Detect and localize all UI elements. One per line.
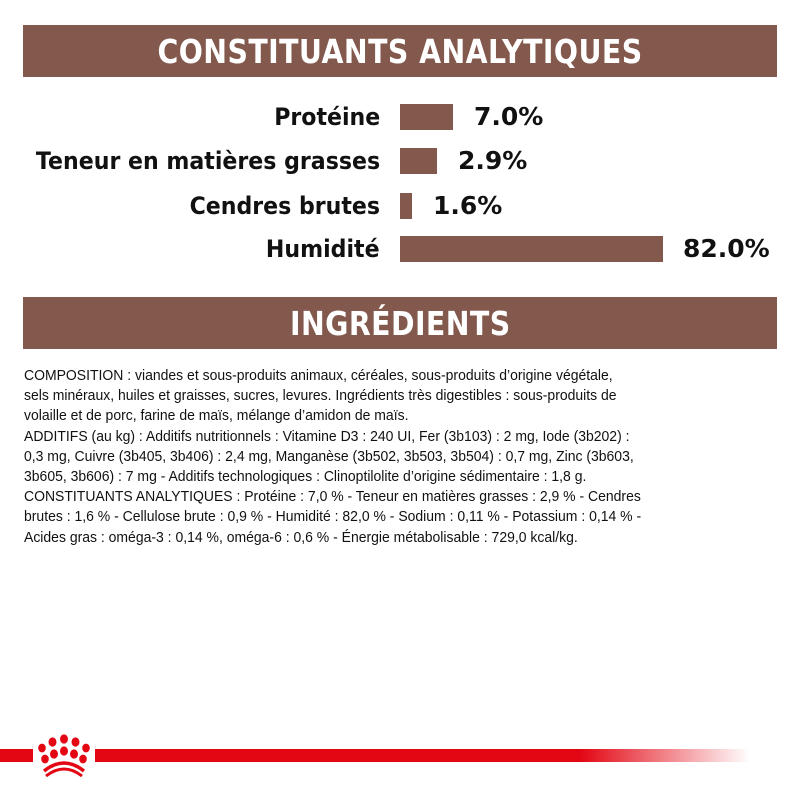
ingredients-line: CONSTITUANTS ANALYTIQUES : Protéine : 7,0 % - Teneur en matières grasses : 2,9 % - Cendres — [24, 488, 641, 506]
bar-moisture — [400, 236, 663, 262]
bar-fat — [400, 148, 437, 174]
crown-logo-icon — [36, 733, 92, 785]
ingredients-line: Acides gras : oméga-3 : 0,14 %, oméga-6 : 0,6 % - Énergie métabolisable : 729,0 kcal/kg. — [24, 528, 578, 546]
row-label: Protéine — [273, 103, 380, 131]
bar-protein — [400, 104, 453, 130]
row-label: Teneur en matières grasses — [35, 147, 380, 175]
ingredients-line: volaille et de porc, farine de maïs, mélange d’amidon de maïs. — [24, 407, 409, 425]
ingredients-line: 3b605, 3b606) : 7 mg - Additifs technologiques : Clinoptilolite d’origine sédimentaire : 1,8 g. — [24, 468, 587, 486]
ingredients-header — [23, 297, 777, 349]
bar-ash — [400, 193, 412, 219]
ingredients-line: ADDITIFS (au kg) : Additifs nutritionnels : Vitamine D3 : 240 UI, Fer (3b103) : 2 mg, Iode (3b202) : — [24, 427, 630, 445]
ingredients-text — [24, 366, 784, 548]
ingredients-line: COMPOSITION : viandes et sous-produits animaux, céréales, sous-produits d’origine végétale, — [24, 367, 613, 384]
row-label: Cendres brutes — [189, 192, 380, 220]
chart-row-protein — [0, 102, 800, 132]
ingredients-line: brutes : 1,6 % - Cellulose brute : 0,9 % - Humidité : 82,0 % - Sodium : 0,11 % - Potassium : 0,14 % - — [24, 508, 642, 526]
row-value: 1.6% — [433, 191, 503, 220]
chart-row-fat — [0, 146, 800, 176]
row-value: 82.0% — [683, 234, 770, 263]
ingredients-line: 0,3 mg, Cuivre (3b405, 3b406) : 2,4 mg, Manganèse (3b502, 3b503, 3b504) : 0,7 mg, Zinc (3b603, — [24, 447, 634, 465]
chart-row-moisture — [0, 234, 800, 264]
ingredients-line: sels minéraux, huiles et graisses, sucres, levures. Ingrédients très digestibles : sous-produits de — [24, 387, 617, 405]
row-label: Humidité — [266, 235, 380, 263]
analytical-constituents-header — [23, 25, 777, 77]
analytical-constituents-title: CONSTITUANTS ANALYTIQUES — [157, 31, 643, 71]
ingredients-title: INGRÉDIENTS — [289, 303, 511, 343]
chart-row-ash — [0, 191, 800, 221]
footer-red-line-right — [95, 749, 750, 762]
row-value: 2.9% — [458, 146, 528, 175]
footer-red-line-left — [0, 749, 33, 762]
row-value: 7.0% — [474, 102, 544, 131]
